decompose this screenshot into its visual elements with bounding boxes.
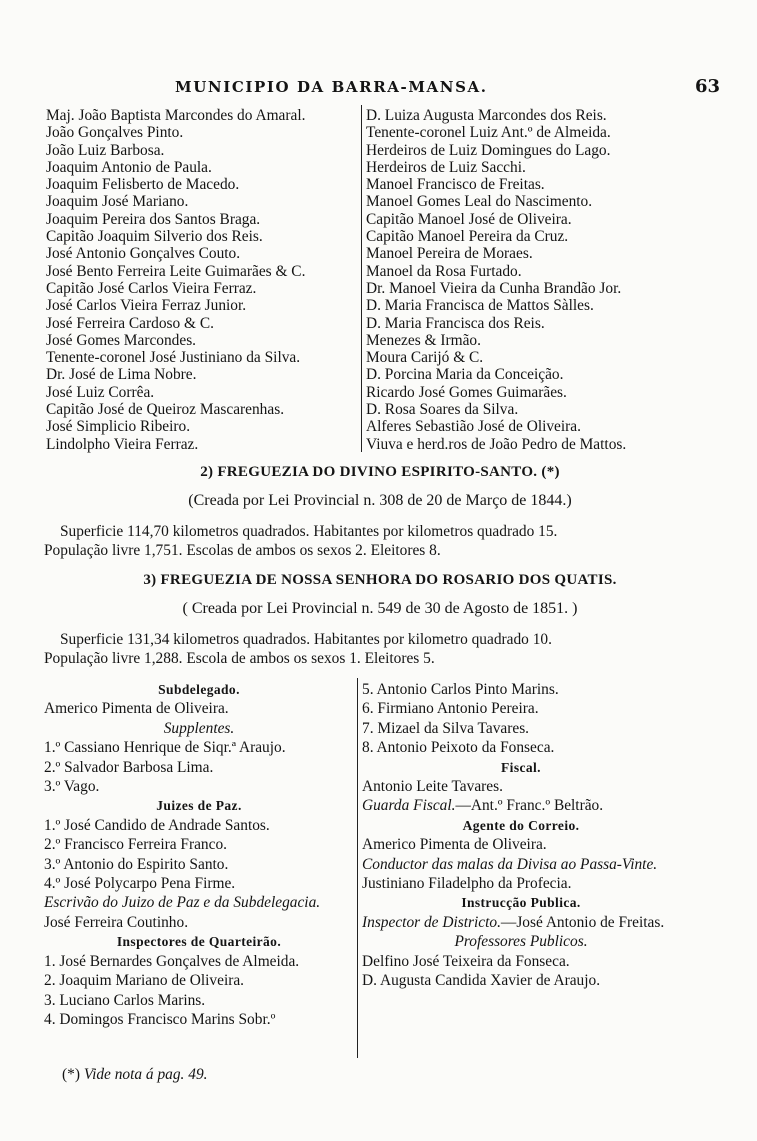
list-item: 2.º Salvador Barbosa Lima. [44,758,214,776]
officials-right-column [362,680,680,991]
list-item: D. Porcina Maria da Conceição. [366,366,564,384]
list-item: Joaquim Antonio de Paula. [46,158,212,176]
list-item: Capitão Joaquim Silverio dos Reis. [46,228,263,246]
list-item: Dr. José de Lima Nobre. [46,366,197,384]
list-item: 3.º Vago. [44,778,100,796]
list-item: José Luiz Corrêa. [46,383,155,401]
list-item: Lindolpho Vieira Ferraz. [46,435,199,453]
list-item: D. Maria Francisca de Mattos Sàlles. [366,297,594,315]
running-title: MUNICIPIO DA BARRA-MANSA. [175,78,488,96]
list-item: D. Luiza Augusta Marcondes dos Reis. [366,107,607,124]
list-item: Tenente-coronel José Justiniano da Silva. [46,349,301,367]
list-item: José Ferreira Cardoso & C. [46,314,214,332]
instrucao-heading: Instrucção Publica. [461,895,581,911]
list-item: 3.º Antonio do Espirito Santo. [44,855,229,873]
juizes-heading: Juizes de Paz. [156,798,242,814]
guarda-fiscal-line [362,796,680,815]
list-item: Alferes Sebastião José de Oliveira. [366,418,581,436]
list-item: Herdeiros de Luiz Sacchi. [366,158,526,176]
list-item: Capitão Manoel José de Oliveira. [366,210,572,228]
inspectores-heading: Inspectores de Quarteirão. [116,934,282,950]
fiscal-heading: Fiscal. [501,759,541,775]
list-item: José Gomes Marcondes. [46,331,197,349]
list-item: 3. Luciano Carlos Marins. [44,991,206,1009]
footnote-text: Vide nota á pag. 49. [83,1066,208,1083]
inspector-name: —José Antonio de Freitas. [500,913,665,931]
guarda-role: Guarda Fiscal. [362,797,456,815]
list-item: Herdeiros de Luiz Domingues do Lago. [366,141,611,159]
section-2-stats [44,522,720,560]
list-item: José Antonio Gonçalves Couto. [46,245,241,263]
list-item: Joaquim Pereira dos Santos Braga. [46,210,261,228]
top-list-right [366,107,626,453]
list-item: Menezes & Irmão. [366,331,481,349]
list-item: Ricardo José Gomes Guimarães. [366,383,567,401]
list-item: Manoel Francisco de Freitas. [366,176,545,194]
section-3-title: 3) FREGUEZIA DE NOSSA SENHORA DO ROSARIO DOS QUATIS. [143,572,617,588]
conductor-role: Conductor das malas da Divisa ao Passa-Vinte. [362,855,658,873]
list-item: 4.º José Polycarpo Pena Firme. [44,875,236,893]
stats-line: População livre 1,288. Escola de ambos os sexos 1. Eleitores 5. [44,650,435,667]
list-item: João Luiz Barbosa. [46,141,165,159]
list-item: Viuva e herd.ros de João Pedro de Mattos. [366,435,627,453]
correio-heading: Agente do Correio. [462,817,580,833]
officials-left-column [44,680,354,1029]
list-item: D. Augusta Candida Xavier de Araujo. [362,972,601,990]
list-item: 1.º José Candido de Andrade Santos. [44,816,270,834]
conductor-name: Justiniano Filadelpho da Profecia. [362,875,572,893]
column-divider [357,678,358,1058]
list-item: 7. Mizael da Silva Tavares. [362,719,530,737]
professores-heading: Professores Publicos. [454,933,588,951]
list-item: 5. Antonio Carlos Pinto Marins. [362,681,559,698]
list-item: Joaquim Felisberto de Macedo. [46,176,240,194]
list-item: 2. Joaquim Mariano de Oliveira. [44,972,245,990]
list-item: 2.º Francisco Ferreira Franco. [44,836,227,854]
footnote-mark: (*) [62,1066,80,1083]
escrivao-name: José Ferreira Coutinho. [44,913,189,931]
list-item: José Bento Ferreira Leite Guimarães & C. [46,262,306,280]
list-item: Capitão José de Queiroz Mascarenhas. [46,401,285,419]
list-item: João Gonçalves Pinto. [46,124,184,142]
list-item: Capitão Manoel Pereira da Cruz. [366,228,569,246]
escrivao-role: Escrivão do Juizo de Paz e da Subdelegacia. [44,894,321,912]
list-item: 4. Domingos Francisco Marins Sobr.º [44,1010,276,1028]
list-item: 1. José Bernardes Gonçalves de Almeida. [44,952,300,970]
list-item: 1.º Cassiano Henrique de Siqr.ª Araujo. [44,739,286,757]
list-item: José Simplicio Ribeiro. [46,418,191,436]
list-item: Joaquim José Mariano. [46,193,189,211]
inspector-role: Inspector de Districto. [362,913,501,931]
section-2-title: 2) FREGUEZIA DO DIVINO ESPIRITO-SANTO. (*) [200,464,560,480]
list-item: Manoel da Rosa Furtado. [366,262,522,280]
list-item: Capitão José Carlos Vieira Ferraz. [46,279,257,297]
page-header [40,78,720,100]
list-item: José Carlos Vieira Ferraz Junior. [46,297,247,315]
list-item: Delfino José Teixeira da Fonseca. [362,952,570,970]
inspector-districto-line [362,913,680,932]
list-item: Manoel Pereira de Moraes. [366,245,533,263]
list-item: Manoel Gomes Leal do Nascimento. [366,193,593,211]
guarda-name: —Ant.º Franc.º Beltrão. [455,797,604,815]
list-item: Maj. João Baptista Marcondes do Amaral. [46,107,306,124]
correio-name: Americo Pimenta de Oliveira. [362,836,547,854]
list-item: 6. Firmiano Antonio Pereira. [362,700,539,718]
footnote [62,1066,208,1084]
section-3-stats [44,630,720,668]
section-3-creation: ( Creada por Lei Provincial n. 549 de 30 de Agosto de 1851. ) [182,600,578,617]
subdelegado-name: Americo Pimenta de Oliveira. [44,700,229,718]
list-item: D. Maria Francisca dos Reis. [366,314,545,332]
column-divider [361,105,362,452]
stats-line: Superficie 114,70 kilometros quadrados. Habitantes por kilometros quadrado 15. [60,523,558,540]
list-item: D. Rosa Soares da Silva. [366,401,519,419]
section-2-creation: (Creada por Lei Provincial n. 308 de 20 de Março de 1844.) [188,492,572,509]
subdelegado-heading: Subdelegado. [158,682,240,697]
stats-line: População livre 1,751. Escolas de ambos os sexos 2. Eleitores 8. [44,542,441,559]
list-item: Dr. Manoel Vieira da Cunha Brandão Jor. [366,279,622,297]
supplentes-heading: Supplentes. [163,719,235,737]
list-item: Tenente-coronel Luiz Ant.º de Almeida. [366,124,611,142]
top-list-left [46,107,305,453]
list-item: 8. Antonio Peixoto da Fonseca. [362,739,555,757]
page-number: 63 [694,76,720,97]
list-item: Moura Carijó & C. [366,349,484,367]
stats-line: Superficie 131,34 kilometros quadrados. Habitantes por kilometro quadrado 10. [60,631,552,648]
fiscal-name: Antonio Leite Tavares. [362,778,503,796]
